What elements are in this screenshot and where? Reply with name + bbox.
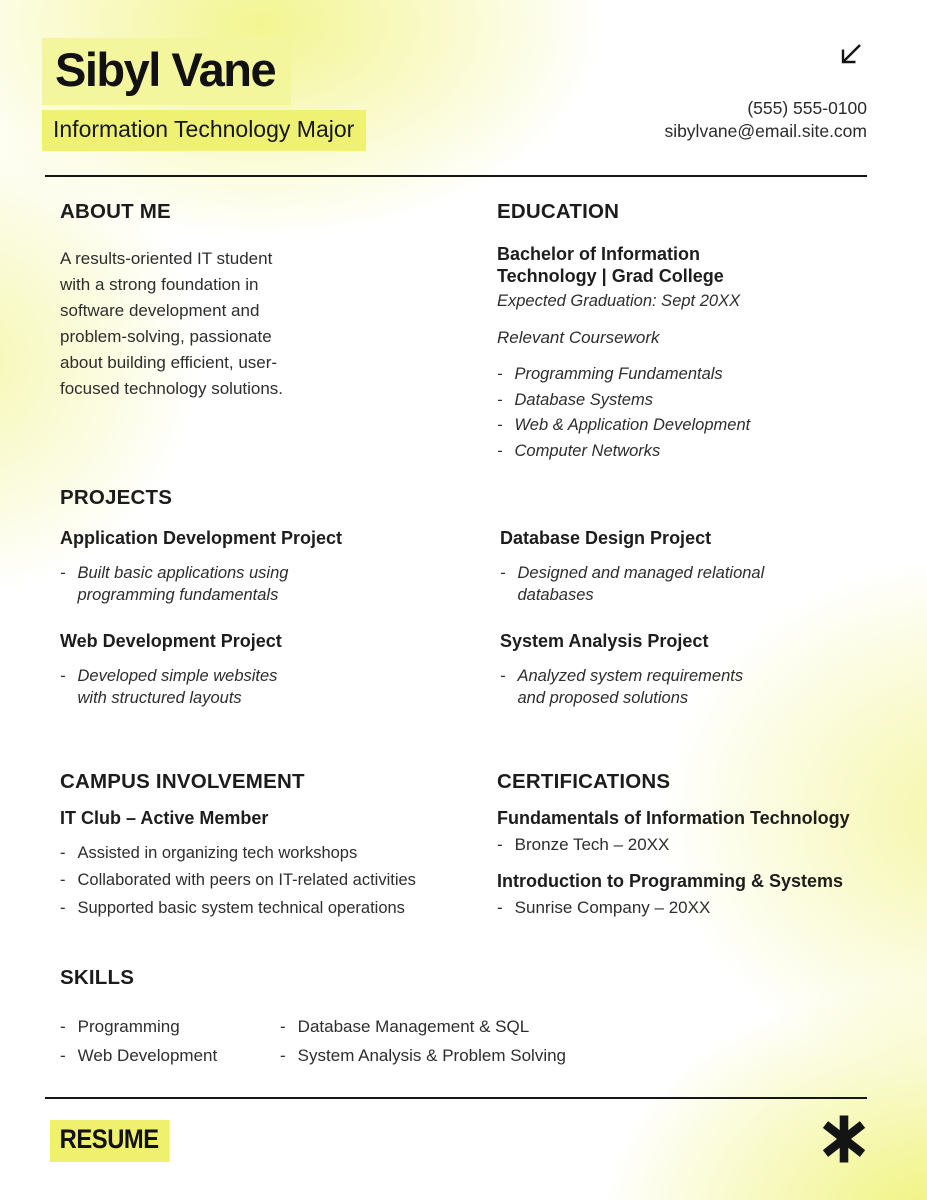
header xyxy=(42,38,366,151)
resume-label: RESUME xyxy=(59,1124,159,1154)
project-detail: - Built basic applications using programming fundamentals xyxy=(60,563,500,606)
section-education xyxy=(497,200,897,465)
project-item xyxy=(500,631,897,709)
list-item: - Supported basic system technical operations xyxy=(60,895,495,922)
coursework-label: Relevant Coursework xyxy=(497,328,660,347)
skills-column xyxy=(60,1012,280,1070)
about-heading: ABOUT ME xyxy=(60,200,171,223)
certification-name: Fundamentals of Information Technology xyxy=(497,808,850,828)
list-item: - Programming xyxy=(60,1012,280,1041)
list-item: - Collaborated with peers on IT-related activities xyxy=(60,867,495,894)
list-item: - Database Systems xyxy=(497,388,897,414)
section-certifications xyxy=(497,770,907,920)
project-detail: - Designed and managed relational databases xyxy=(500,563,897,606)
project-detail: - Analyzed system requirements and proposed solutions xyxy=(500,666,897,709)
list-item: - Web & Application Development xyxy=(497,413,897,439)
list-item: - Programming Fundamentals xyxy=(497,362,897,388)
list-item: - Web Development xyxy=(60,1041,280,1070)
skills-column xyxy=(280,1012,566,1070)
certification-item xyxy=(497,871,907,920)
footer-divider xyxy=(45,1097,867,1099)
list-item: - Assisted in organizing tech workshops xyxy=(60,840,495,867)
project-title: Web Development Project xyxy=(60,631,282,651)
skills-heading: SKILLS xyxy=(60,966,135,989)
section-about xyxy=(60,200,360,402)
coursework-list xyxy=(497,362,897,465)
certification-issuer: - Bronze Tech – 20XX xyxy=(497,833,907,857)
about-text: A results-oriented IT student with a strong foundation in software development and problem-solving, passionate about building efficient, user-focused technology solutions. xyxy=(60,249,284,398)
certification-name: Introduction to Programming & Systems xyxy=(497,871,844,891)
contact-block xyxy=(664,97,867,143)
list-item: - Computer Networks xyxy=(497,439,897,465)
arrow-down-left-icon xyxy=(834,40,866,72)
certification-item xyxy=(497,808,907,857)
email-address: sibylvane@email.site.com xyxy=(664,121,867,141)
campus-heading: CAMPUS INVOLVEMENT xyxy=(60,770,305,793)
candidate-name: Sibyl Vane xyxy=(42,38,291,105)
project-title: Application Development Project xyxy=(60,528,343,548)
education-heading: EDUCATION xyxy=(497,200,620,223)
project-detail: - Developed simple websites with structured layouts xyxy=(60,666,500,709)
project-title: System Analysis Project xyxy=(500,631,709,651)
header-divider xyxy=(45,175,867,177)
campus-org: IT Club – Active Member xyxy=(60,808,269,828)
phone-number: (555) 555-0100 xyxy=(747,98,867,118)
section-campus-involvement xyxy=(60,770,495,922)
project-item xyxy=(500,528,897,606)
certifications-heading: CERTIFICATIONS xyxy=(497,770,671,793)
asterisk-icon xyxy=(819,1114,869,1164)
degree-title: Bachelor of Information Technology | Grad College xyxy=(497,244,724,286)
list-item: - Database Management & SQL xyxy=(280,1012,566,1041)
campus-list xyxy=(60,840,495,922)
section-projects xyxy=(60,486,897,709)
section-skills xyxy=(60,966,660,1070)
project-item xyxy=(60,528,500,606)
list-item: - System Analysis & Problem Solving xyxy=(280,1041,566,1070)
certification-issuer: - Sunrise Company – 20XX xyxy=(497,896,907,920)
skills-columns xyxy=(60,1012,660,1070)
candidate-role: Information Technology Major xyxy=(42,110,366,151)
project-title: Database Design Project xyxy=(500,528,712,548)
projects-grid xyxy=(60,528,897,709)
resume-badge xyxy=(50,1120,169,1162)
project-item xyxy=(60,631,500,709)
graduation-date: Expected Graduation: Sept 20XX xyxy=(497,292,741,310)
projects-heading: PROJECTS xyxy=(60,486,173,509)
